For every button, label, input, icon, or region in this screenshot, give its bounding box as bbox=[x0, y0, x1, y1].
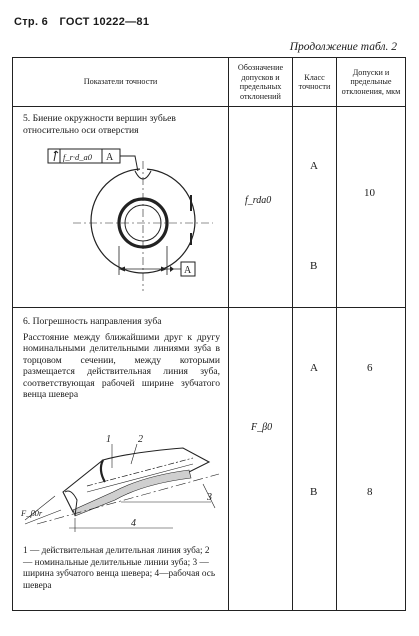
accuracy-table bbox=[12, 57, 406, 611]
row6-class-b: B bbox=[310, 486, 318, 498]
header-tolerance: Допуски и предельные отклонения, мкм bbox=[337, 58, 406, 107]
frame-datum: A bbox=[106, 152, 114, 163]
table-row bbox=[13, 308, 406, 611]
runout-arrow-icon bbox=[54, 151, 58, 161]
header-designation: Обозначение допусков и предельных отклонений bbox=[229, 58, 293, 107]
standard-code: ГОСТ 10222—81 bbox=[59, 16, 150, 28]
row5-class-a: A bbox=[310, 160, 318, 172]
row5-title: 5. Биение окружности вершин зубьев относительно оси отверстия bbox=[23, 113, 176, 136]
datum-label: A bbox=[184, 265, 192, 276]
continuation-title: Продолжение табл. 2 bbox=[289, 41, 397, 53]
row6-class-cell bbox=[293, 308, 337, 611]
row5-indicator-cell bbox=[13, 107, 229, 308]
header-class: Класс точности bbox=[293, 58, 337, 107]
row6-indicator-cell bbox=[13, 308, 229, 611]
page-header bbox=[14, 16, 157, 28]
frame-symbol: f_r·d_a0 bbox=[63, 152, 93, 162]
figure-symbol: F_β0r bbox=[21, 508, 43, 518]
row5-symbol-cell bbox=[229, 107, 293, 308]
row5-value-cell bbox=[337, 107, 406, 308]
row6-value-a: 6 bbox=[367, 362, 373, 374]
row5-class-cell bbox=[293, 107, 337, 308]
row5-value-a: 10 bbox=[364, 187, 375, 199]
label-3: 3 bbox=[207, 492, 212, 503]
tooth-direction-diagram bbox=[13, 426, 229, 536]
row6-description: Расстояние между ближайшими друг к другу номинальными делительными линиями зуба в торцовом сечении, между которыми размещается действительная линия зуба, соответствующая рабочей ширине зубчатого венца шевера bbox=[23, 331, 220, 401]
row6-title: 6. Погрешность направления зуба bbox=[23, 316, 162, 327]
label-1: 1 bbox=[106, 434, 111, 445]
row6-class-a: A bbox=[310, 362, 318, 374]
row6-caption: 1 — действительная делительная линия зуба; 2 — номинальные делительные линии зуба; 3 — ширина зубчатого венца шевера; 4—рабочая ось шевера bbox=[23, 546, 216, 591]
row5-class-b: B bbox=[310, 260, 318, 272]
table-header-row bbox=[13, 58, 406, 107]
page-number: Стр. 6 bbox=[14, 16, 49, 28]
row6-value-b: 8 bbox=[367, 486, 373, 498]
header-indicator: Показатели точности bbox=[13, 58, 229, 107]
table-row bbox=[13, 107, 406, 308]
row6-symbol: F_β0 bbox=[251, 422, 273, 433]
row6-value-cell bbox=[337, 308, 406, 611]
row6-symbol-cell bbox=[229, 308, 293, 611]
row5-symbol: f_rda0 bbox=[245, 195, 272, 206]
runout-diagram bbox=[13, 141, 229, 301]
label-4: 4 bbox=[131, 518, 136, 529]
label-2: 2 bbox=[138, 434, 143, 445]
